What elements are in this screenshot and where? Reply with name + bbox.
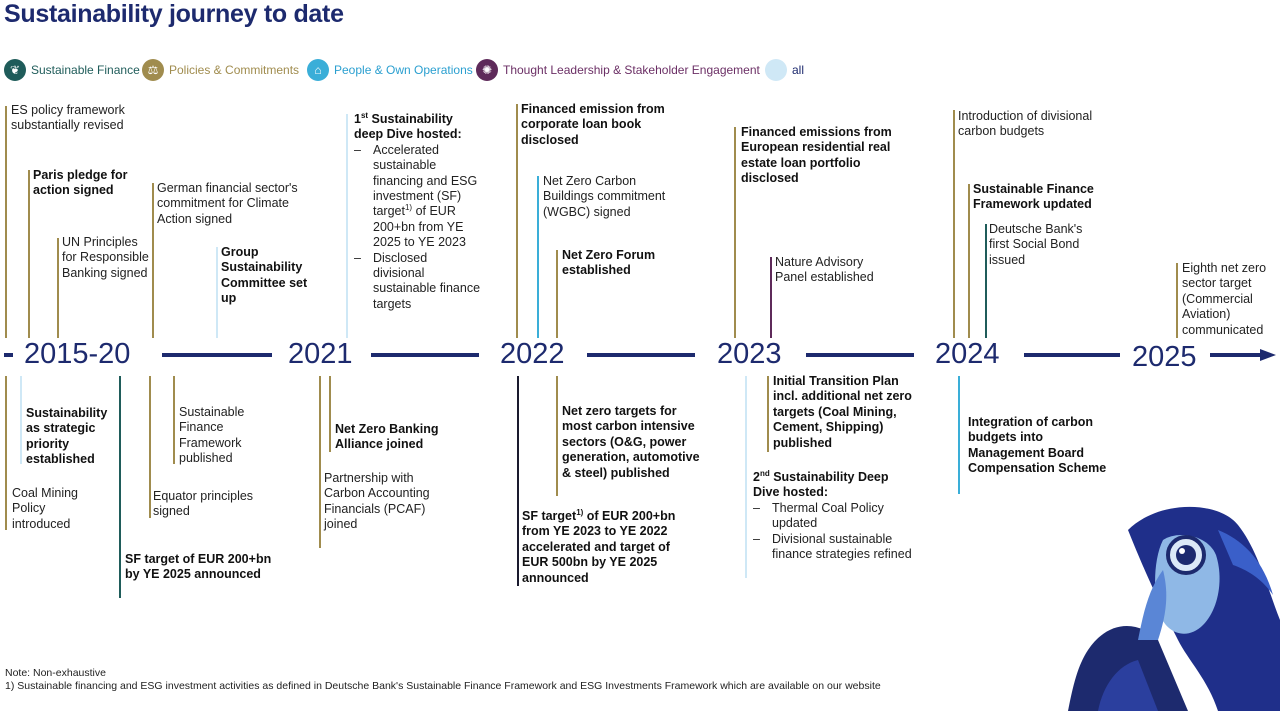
timeline-segment [1210,353,1266,357]
event-sf-framework-updated: Sustainable Finance Framework updated [973,182,1094,212]
year-2022: 2022 [500,338,565,370]
event-wgbc: Net Zero Carbon Buildings commitment (WGBC) signed [543,174,666,219]
event-connector [57,238,59,338]
event-sf-framework-published: Sustainable Finance Framework published [179,405,245,466]
event-sf-target-accelerated: SF target$^{1)}$ of EUR 200+bn from YE 2023 to YE 2022 accelerated and target of EUR 500bn by YE 2025 announced [522,507,676,585]
event-connector [556,250,558,338]
timeline-arrow-icon [1260,347,1278,363]
event-eighth-target: Eighth net zero sector target (Commercial Aviation) communicated [1182,261,1267,337]
event-connector [985,224,987,338]
event-nzba: Net Zero Banking Alliance joined [335,422,439,452]
scales-icon: ⚖ [142,59,164,81]
year-2015-20: 2015-20 [24,338,131,370]
event-connector [517,376,519,586]
event-financed-emission-corporate: Financed emission from corporate loan book disclosed [521,102,665,147]
event-connector [5,376,7,530]
event-connector [953,110,955,338]
event-connector [734,127,736,338]
event-strategic-priority: Sustainability as strategic priority established [26,406,108,467]
legend-item-thought-leadership [476,58,760,82]
timeline-segment [371,353,479,357]
event-connector [1176,263,1178,338]
event-connector [329,376,331,452]
event-financed-emission-real-estate: Financed emissions from European residential real estate loan portfolio disclosed [741,125,892,186]
building-icon: ⌂ [307,59,329,81]
event-paris-pledge: Paris pledge for action signed [33,168,128,198]
event-carbon-budgets: Introduction of divisional carbon budgets [958,109,1093,139]
event-carbon-budgets-compensation: Integration of carbon budgets into Management Board Compensation Scheme [968,415,1107,476]
event-connector [28,170,30,338]
timeline-segment [4,353,13,357]
event-connector [216,247,218,338]
timeline-segment [806,353,914,357]
event-es-policy: ES policy framework substantially revised [11,103,125,133]
network-icon: ✺ [476,59,498,81]
event-nz-targets-published: Net zero targets for most carbon intensive sectors (O&G, power generation, automotive & steel) published [562,404,700,480]
event-connector [770,257,772,338]
legend-label: all [792,63,805,77]
event-connector [958,376,960,494]
legend-label: People & Own Operations [334,63,473,77]
event-nature-panel: Nature Advisory Panel established [775,255,874,285]
event-connector [745,376,747,578]
event-pcaf: Partnership with Carbon Accounting Financials (PCAF) joined [324,471,430,532]
event-connector [516,104,518,338]
all-icon [765,59,787,81]
legend-item-sustainable-finance [4,58,140,82]
event-connector [767,376,769,452]
event-connector [346,114,348,338]
event-connector [119,376,121,598]
note-non-exhaustive: Note: Non-exhaustive [5,667,106,679]
year-2023: 2023 [717,338,782,370]
timeline-segment [1024,353,1120,357]
woman-with-magnifier-illustration [1068,500,1280,711]
legend-item-all [765,58,804,82]
event-net-zero-forum: Net Zero Forum established [562,248,656,278]
event-connector [20,376,22,464]
event-group-committee: Group Sustainability Committee set up [221,245,308,306]
year-2024: 2024 [935,338,1000,370]
event-coal-mining: Coal Mining Policy introduced [12,486,79,531]
footnote-1: 1) Sustainable financing and ESG investment activities as defined in Deutsche Bank's Sustainable Finance Framework and ESG Investments Framework which are available on our website [5,680,881,692]
event-second-deep-dive: 2nd Sustainability Deep Dive hosted: – Thermal Coal Policy updated – Divisional sustainable finance strategies refined [753,470,913,562]
legend-item-people [307,58,473,82]
event-connector [152,183,154,338]
event-sf-target-announced: SF target of EUR 200+bn by YE 2025 announced [125,552,272,582]
year-2025: 2025 [1132,341,1197,373]
event-connector [319,376,321,548]
event-connector [968,184,970,338]
event-social-bond: Deutsche Bank's first Social Bond issued [989,222,1083,267]
timeline-segment [587,353,695,357]
event-connector [149,376,151,518]
timeline-segment [162,353,272,357]
event-equator-principles: Equator principles signed [153,489,254,519]
event-transition-plan: Initial Transition Plan incl. additional net zero targets (Coal Mining, Cement, Shipping) published [773,374,912,450]
event-un-principles: UN Principles for Responsible Banking signed [62,235,149,280]
event-first-deep-dive: 1st Sustainability deep Dive hosted: – Accelerated sustainable financing and ESG investment (SF) target$^{1)}$ of EUR 200+bn from YE 2025 to YE 2023 – Disclosed divisional sustainable finance targets [354,112,482,312]
legend-label: Thought Leadership & Stakeholder Engagement [503,63,760,77]
page-title: Sustainability journey to date [4,0,344,28]
year-2021: 2021 [288,338,353,370]
leaf-icon: ❦ [4,59,26,81]
legend-label: Policies & Commitments [169,63,300,77]
legend-label: Sustainable Finance [31,63,140,77]
event-german-commitment: German financial sector's commitment for Climate Action signed [157,181,298,226]
event-connector [537,176,539,338]
event-connector [5,106,7,338]
event-connector [556,376,558,496]
event-connector [173,376,175,464]
legend-item-policies [142,58,299,82]
